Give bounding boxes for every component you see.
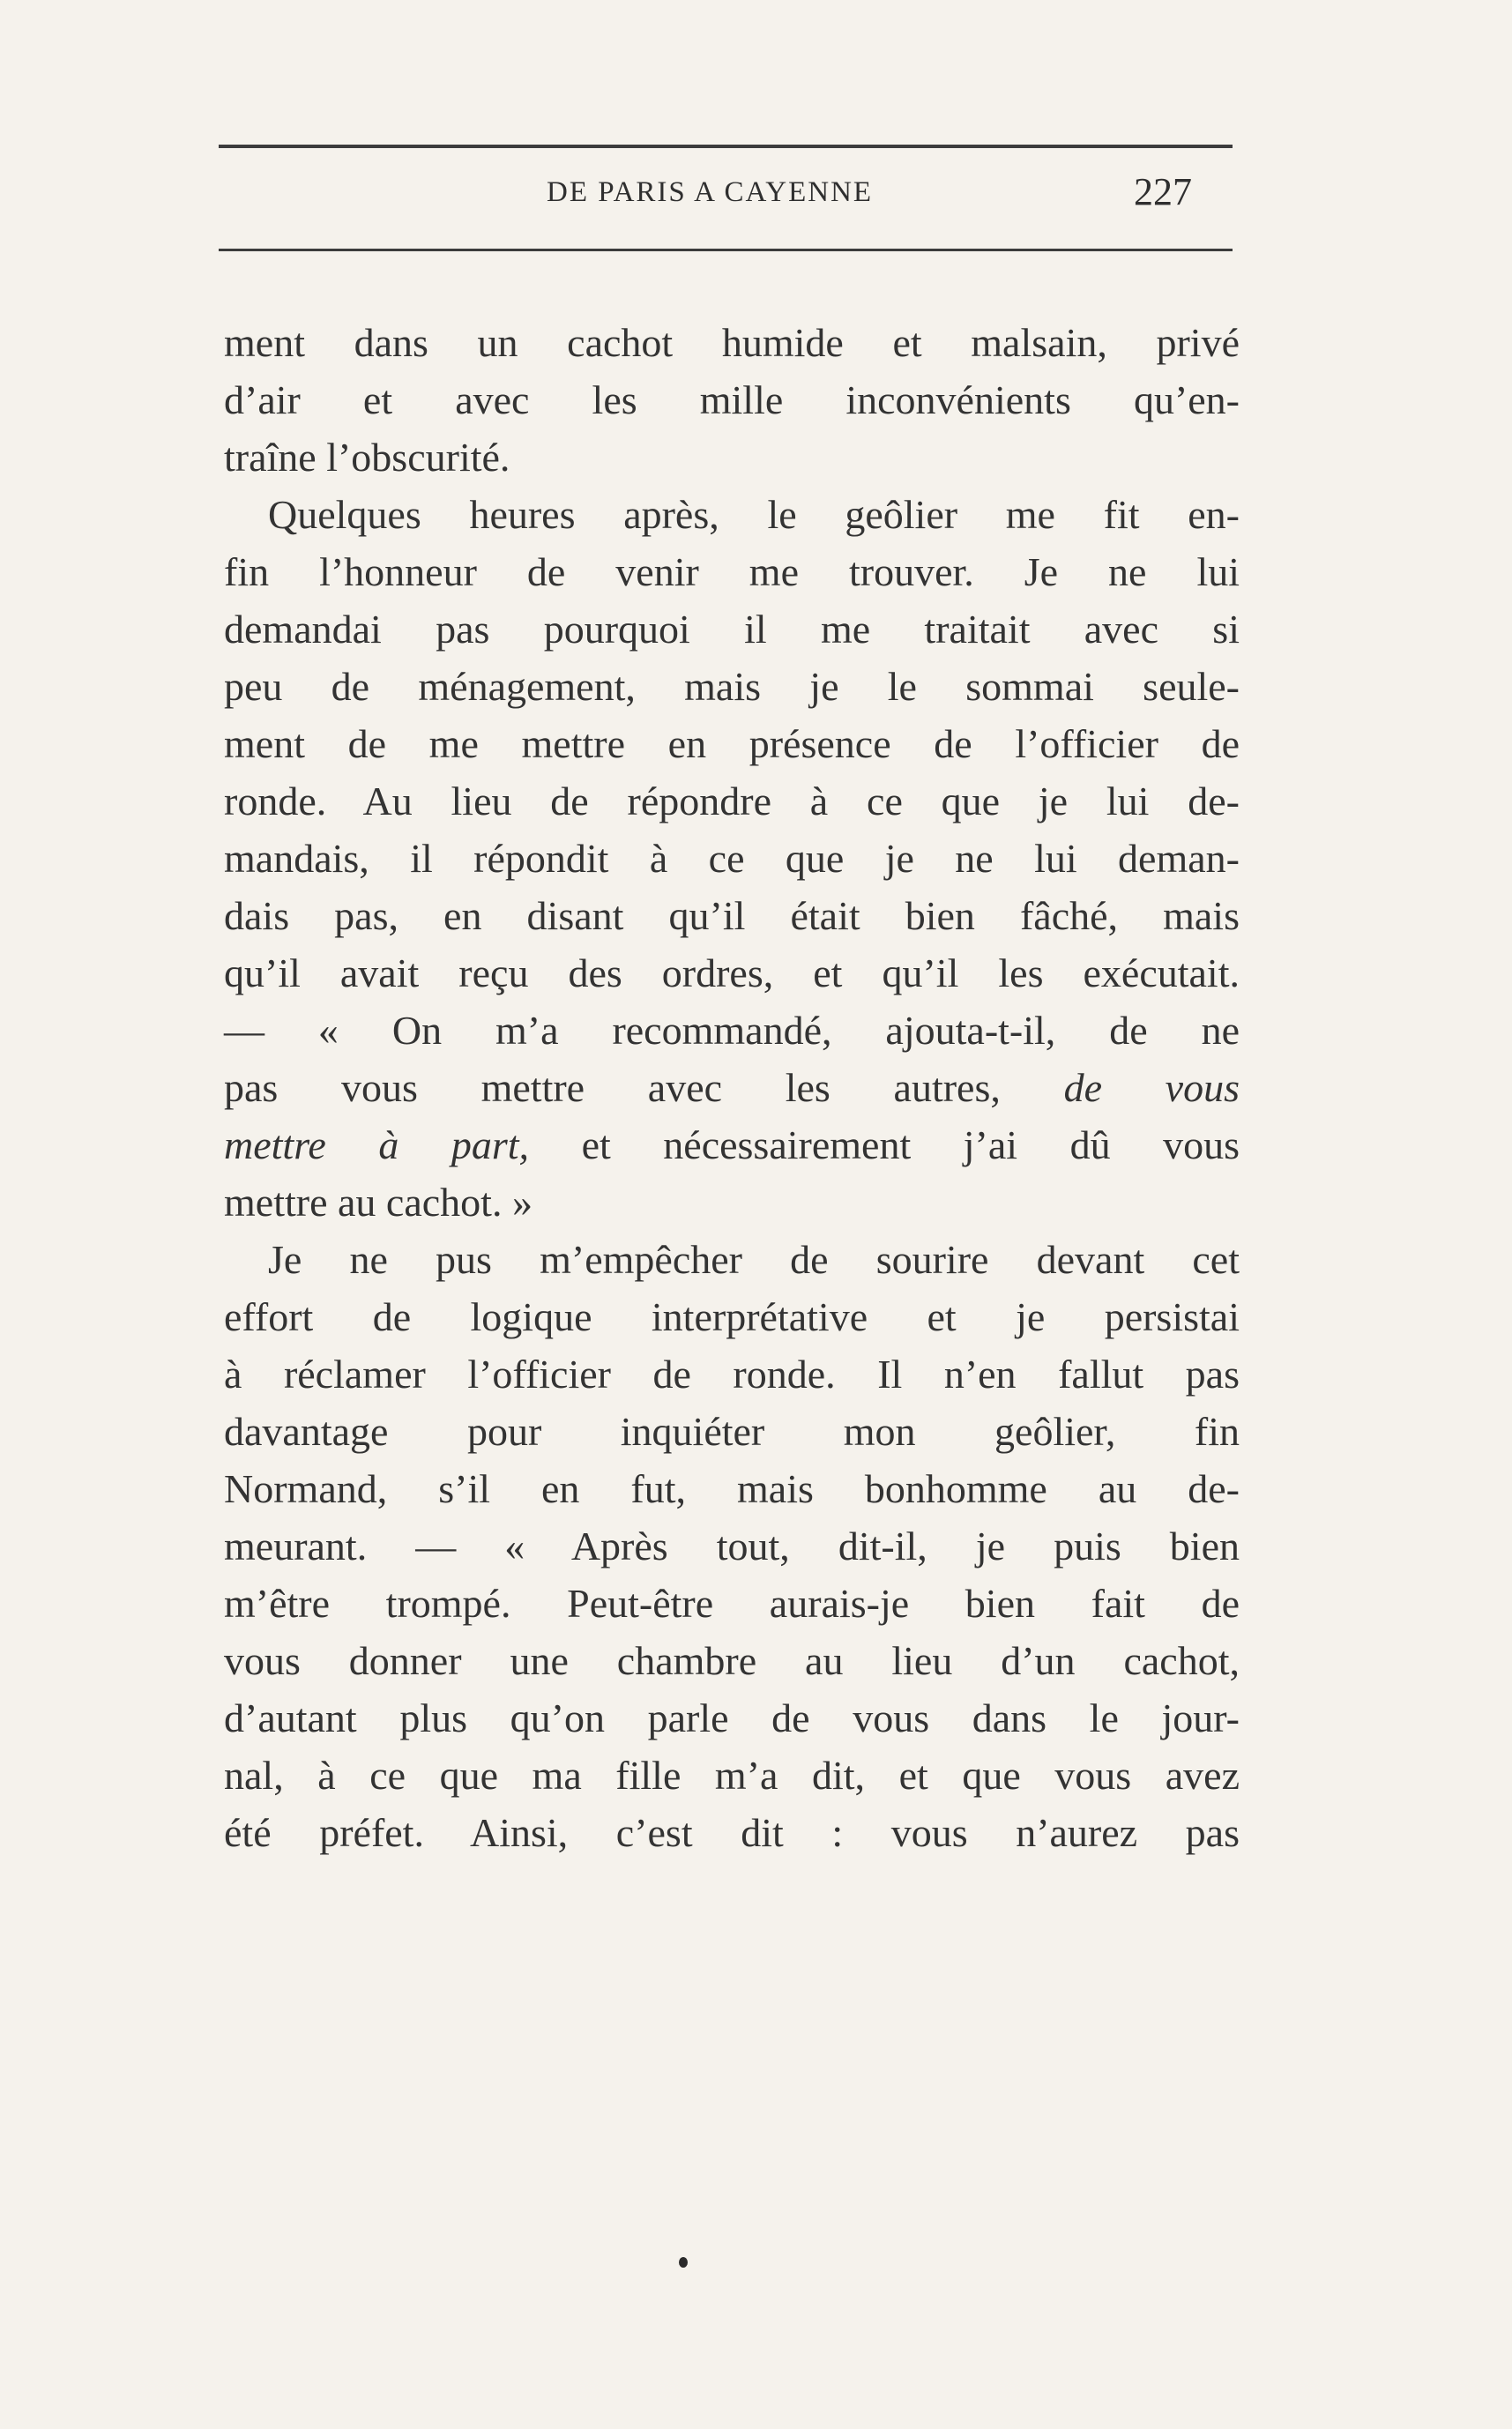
text-line: ment dans un cachot humide et malsain, privé [224,320,1240,365]
text-line: ment de me mettre en présence de l’officier de [224,721,1240,766]
text-line: — « On m’a recommandé, ajouta-t-il, de ne [224,1008,1240,1053]
ink-speck [679,2257,688,2268]
text-line: Quelques heures après, le geôlier me fit en- [268,492,1240,537]
text-segment: pas vous mettre avec les autres, [224,1065,1001,1110]
text-segment: et nécessairement j’ai dû vous [581,1122,1240,1167]
text-line: à réclamer l’officier de ronde. Il n’en fallut pas [224,1352,1240,1397]
text-line: mandais, il répondit à ce que je ne lui deman- [224,836,1240,881]
page-number: 227 [1134,170,1192,213]
italic-segment: mettre à part, [224,1122,530,1167]
text-line: traîne l’obscurité. [224,435,510,480]
text-line: d’autant plus qu’on parle de vous dans le jour- [224,1695,1240,1740]
body-text [224,314,1240,1861]
text-line: m’être trompé. Peut-être aurais-je bien fait de [224,1581,1240,1626]
text-line: qu’il avait reçu des ordres, et qu’il les exécutait. [224,950,1240,995]
text-line: été préfet. Ainsi, c’est dit : vous n’aurez pas [224,1810,1240,1855]
italic-segment: de vous [1063,1065,1240,1110]
text-line: davantage pour inquiéter mon geôlier, fin [224,1409,1240,1454]
text-line: dais pas, en disant qu’il était bien fâché, mais [224,893,1240,938]
text-line: nal, à ce que ma fille m’a dit, et que vous avez [224,1753,1240,1798]
text-line: demandai pas pourquoi il me traitait avec si [224,607,1240,652]
text-line-mixed [224,1116,1240,1174]
running-title: DE PARIS A CAYENNE [547,176,874,208]
header-bottom-rule [219,249,1233,251]
text-line-mixed [224,1059,1240,1116]
text-line: ronde. Au lieu de répondre à ce que je lui de- [224,779,1240,823]
text-line: Normand, s’il en fut, mais bonhomme au de- [224,1466,1240,1511]
text-line: meurant. — « Après tout, dit-il, je puis bien [224,1524,1240,1568]
text-line: peu de ménagement, mais je le sommai seule- [224,664,1240,709]
header-top-rule [219,145,1233,148]
text-line: effort de logique interprétative et je persistai [224,1294,1240,1339]
text-line: vous donner une chambre au lieu d’un cachot, [224,1638,1240,1683]
text-line: fin l’honneur de venir me trouver. Je ne lui [224,549,1240,594]
text-line: Je ne pus m’empêcher de sourire devant cet [268,1237,1240,1282]
text-line: d’air et avec les mille inconvénients qu’en- [224,377,1240,422]
text-line: mettre au cachot. » [224,1180,533,1225]
